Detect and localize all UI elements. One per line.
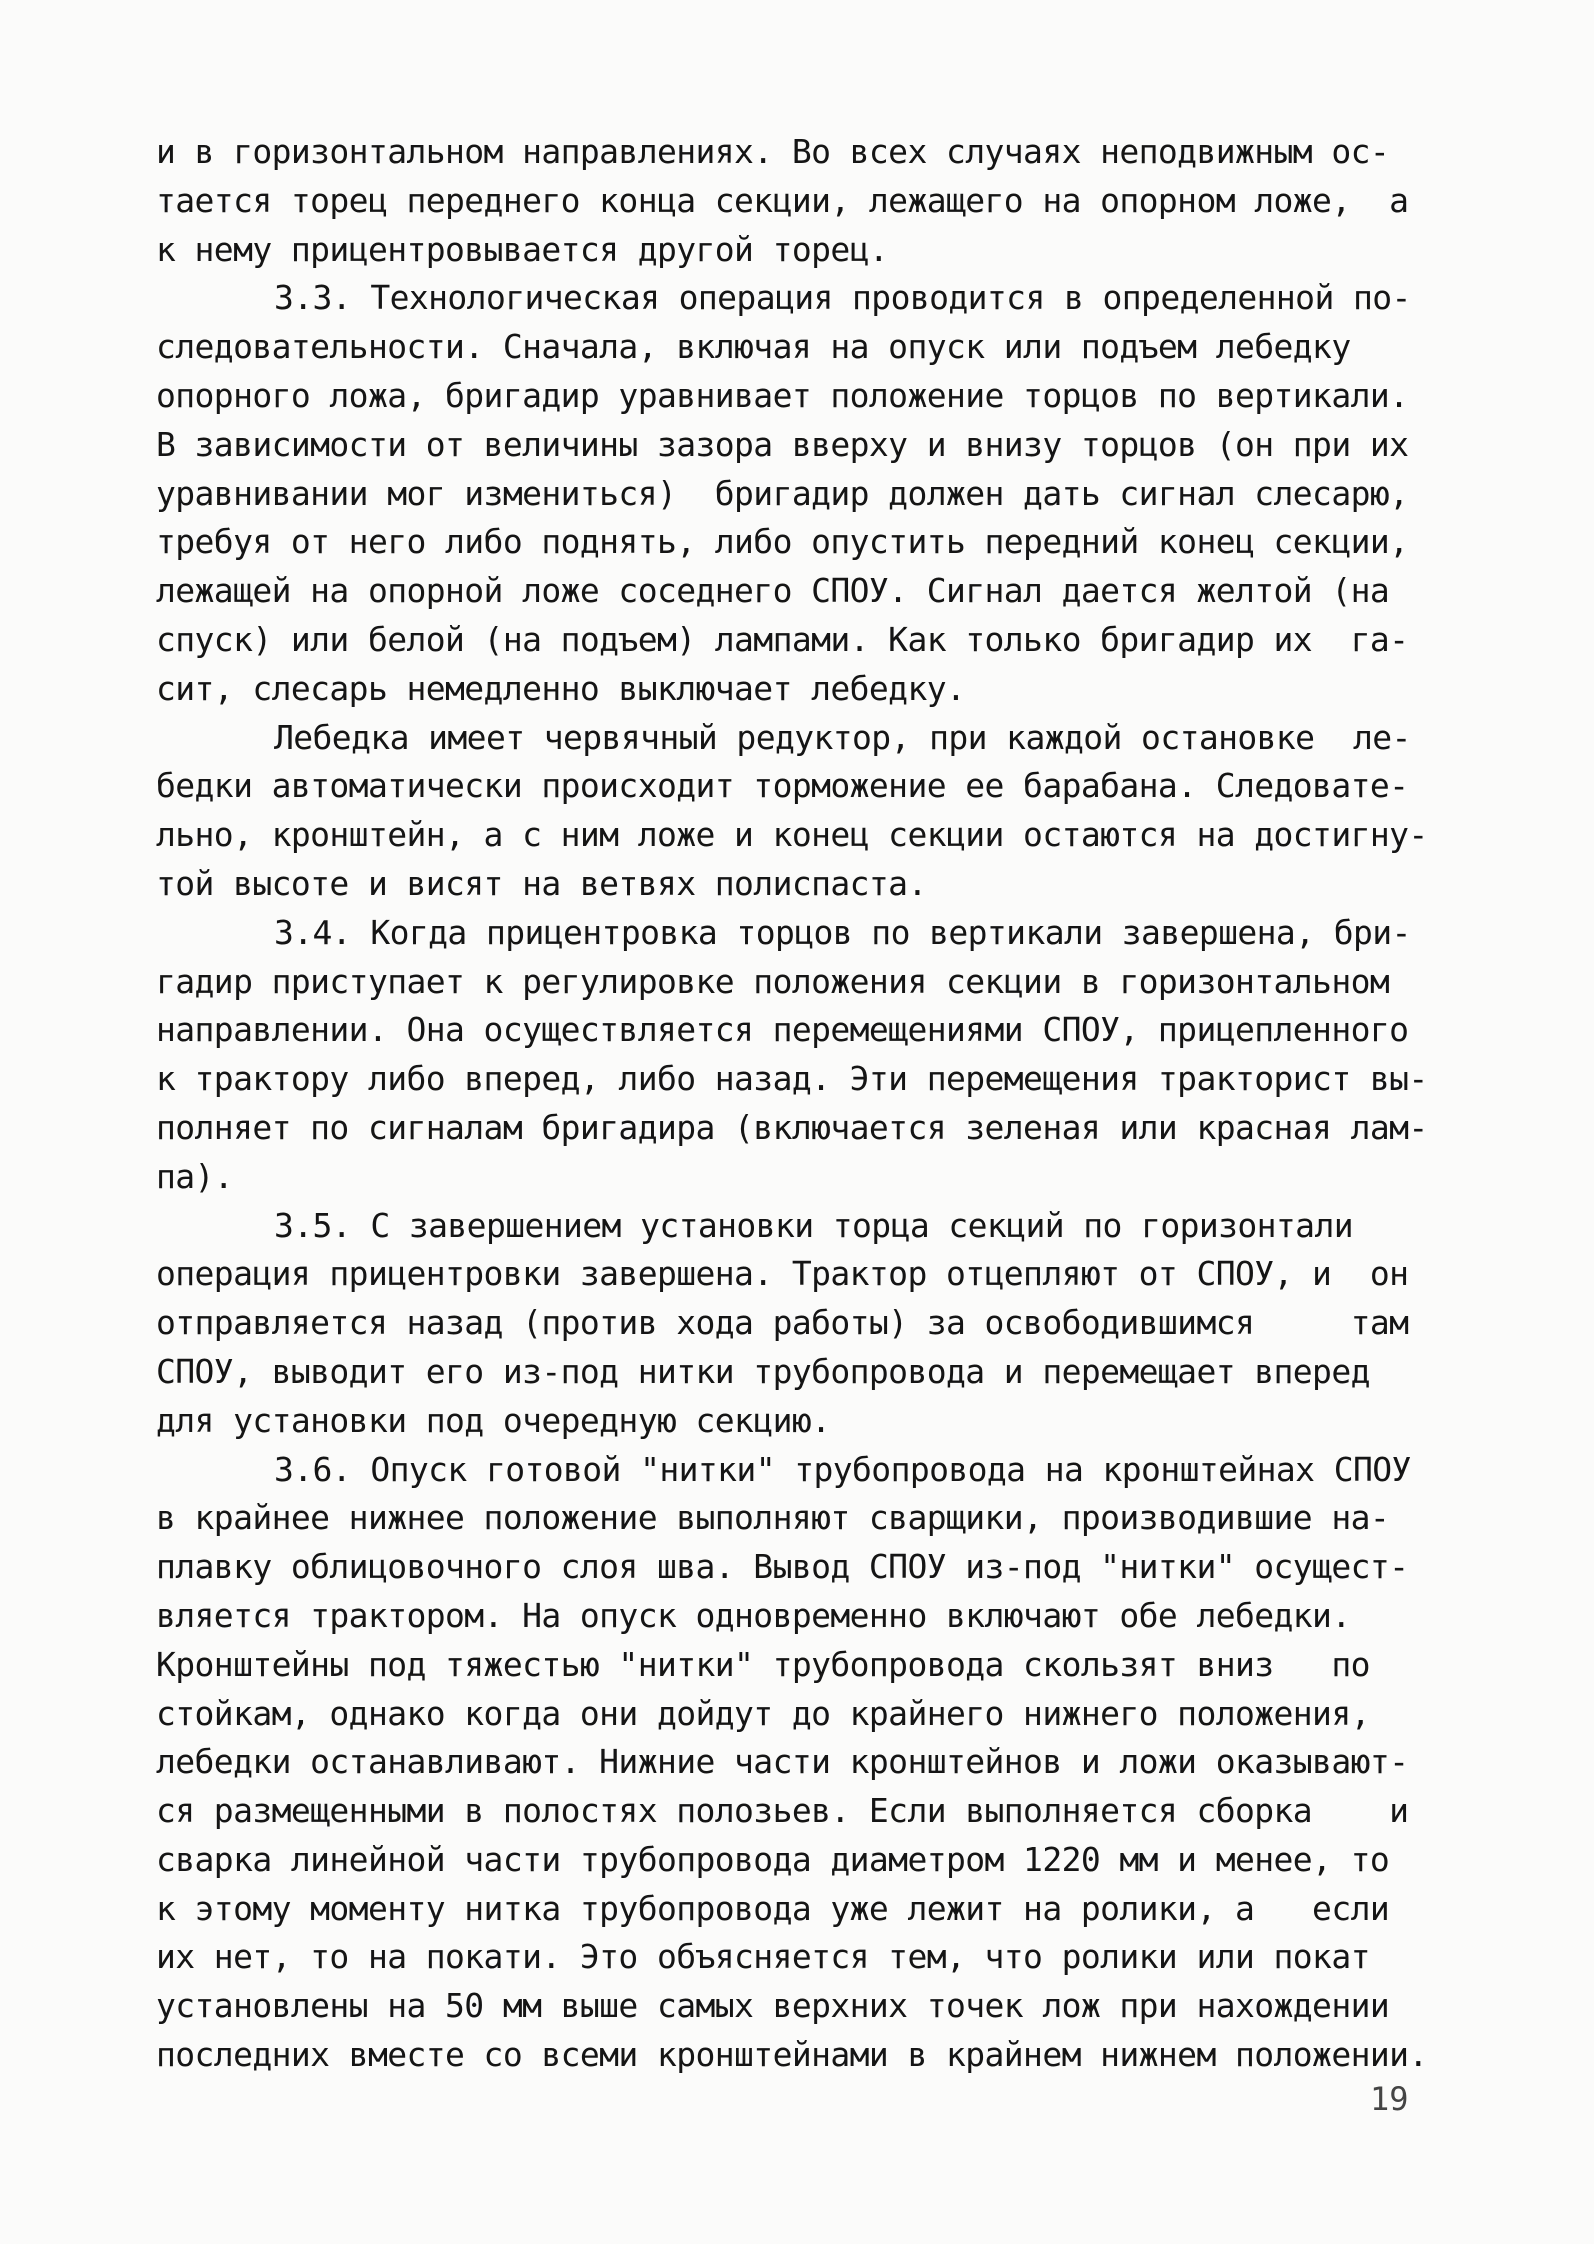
text-line: лежащей на опорной ложе соседнего СПОУ. Сигнал дается желтой (на bbox=[156, 571, 1390, 611]
text-line: стойкам, однако когда они дойдут до крайнего нижнего положения, bbox=[156, 1693, 1370, 1733]
text-line: их нет, то на покати. Это объясняется тем, что ролики или покат bbox=[156, 1937, 1370, 1977]
text-line: тается торец переднего конца секции, лежащего на опорном ложе, а bbox=[156, 180, 1409, 220]
text-line: плавку облицовочного слоя шва. Вывод СПОУ из-под "нитки" осущест- bbox=[156, 1547, 1409, 1587]
text-line: следовательности. Сначала, включая на опуск или подъем лебедку bbox=[156, 327, 1351, 367]
text-line: СПОУ, выводит его из-под нитки трубопровода и перемещает вперед bbox=[156, 1351, 1370, 1391]
text-line: па). bbox=[156, 1156, 234, 1196]
body-text bbox=[156, 128, 1456, 2080]
text-line: 3.3. Технологическая операция проводится в определенной по- bbox=[274, 278, 1411, 318]
text-line: гадир приступает к регулировке положения секции в горизонтальном bbox=[156, 961, 1390, 1001]
text-line: к нему прицентровывается другой торец. bbox=[156, 229, 889, 269]
text-line: 3.6. Опуск готовой "нитки" трубопровода на кронштейнах СПОУ bbox=[274, 1449, 1411, 1489]
text-line: отправляется назад (против хода работы) за освободившимся там bbox=[156, 1303, 1409, 1343]
text-line: 3.4. Когда прицентровка торцов по вертикали завершена, бри- bbox=[274, 912, 1411, 952]
text-line: лебедки останавливают. Нижние части кронштейнов и ложи оказывают- bbox=[156, 1742, 1409, 1782]
text-line: сварка линейной части трубопровода диаметром 1220 мм и менее, то bbox=[156, 1839, 1390, 1879]
text-line: сит, слесарь немедленно выключает лебедку. bbox=[156, 668, 966, 708]
text-line: направлении. Она осуществляется перемещениями СПОУ, прицепленного bbox=[156, 1010, 1409, 1050]
page-number: 19 bbox=[1370, 2080, 1409, 2118]
text-line: вляется трактором. На опуск одновременно включают обе лебедки. bbox=[156, 1595, 1351, 1635]
text-line: льно, кронштейн, а с ним ложе и конец секции остаются на достигну- bbox=[156, 815, 1428, 855]
text-line: той высоте и висят на ветвях полиспаста. bbox=[156, 863, 927, 903]
text-line: бедки автоматически происходит торможение ее барабана. Следовате- bbox=[156, 766, 1409, 806]
text-line: полняет по сигналам бригадира (включается зеленая или красная лам- bbox=[156, 1107, 1428, 1147]
text-line: уравнивании мог измениться) бригадир должен дать сигнал слесарю, bbox=[156, 473, 1409, 513]
text-line: к трактору либо вперед, либо назад. Эти перемещения тракторист вы- bbox=[156, 1059, 1428, 1099]
text-line: спуск) или белой (на подъем) лампами. Как только бригадир их га- bbox=[156, 619, 1409, 659]
text-line: опорного ложа, бригадир уравнивает положение торцов по вертикали. bbox=[156, 375, 1409, 415]
text-line: установлены на 50 мм выше самых верхних точек лож при нахождении bbox=[156, 1986, 1390, 2026]
text-line: Лебедка имеет червячный редуктор, при каждой остановке ле- bbox=[274, 717, 1411, 757]
text-line: в крайнее нижнее положение выполняют сварщики, производившие на- bbox=[156, 1498, 1390, 1538]
text-line: требуя от него либо поднять, либо опустить передний конец секции, bbox=[156, 522, 1409, 562]
text-line: Кронштейны под тяжестью "нитки" трубопровода скользят вниз по bbox=[156, 1644, 1370, 1684]
text-line: последних вместе со всеми кронштейнами в крайнем нижнем положении. bbox=[156, 2035, 1428, 2075]
text-line: операция прицентровки завершена. Трактор отцепляют от СПОУ, и он bbox=[156, 1254, 1409, 1294]
text-line: 3.5. С завершением установки торца секций по горизонтали bbox=[274, 1205, 1353, 1245]
text-line: для установки под очередную секцию. bbox=[156, 1400, 831, 1440]
text-line: ся размещенными в полостях полозьев. Если выполняется сборка и bbox=[156, 1791, 1409, 1831]
text-line: и в горизонтальном направлениях. Во всех случаях неподвижным ос- bbox=[156, 132, 1390, 171]
text-line: к этому моменту нитка трубопровода уже лежит на ролики, а если bbox=[156, 1888, 1390, 1928]
text-line: В зависимости от величины зазора вверху и внизу торцов (он при их bbox=[156, 424, 1409, 464]
